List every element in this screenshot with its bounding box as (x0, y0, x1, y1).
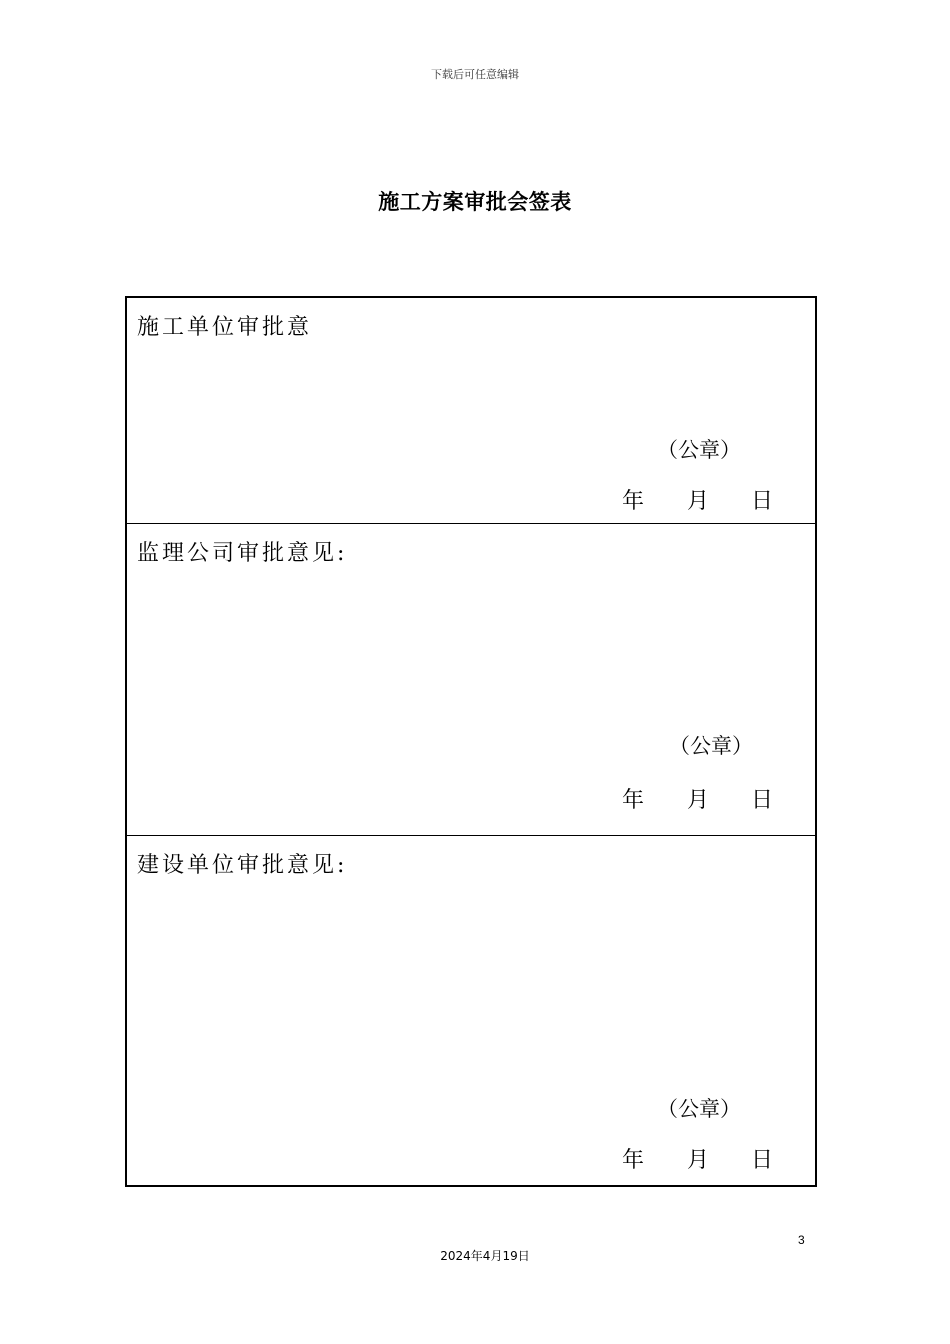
official-seal-label: （公章） (657, 438, 741, 462)
date-day-label: 日 (751, 1148, 774, 1173)
footer-date: 2024年4月19日 (440, 1249, 530, 1263)
date-year-label: 年 (622, 489, 645, 514)
official-seal-label: （公章） (657, 1097, 741, 1121)
construction-unit-section (127, 298, 815, 524)
date-month-label: 月 (687, 1148, 710, 1173)
page-number: 3 (798, 1233, 805, 1247)
section-label: 建设单位审批意见: (137, 853, 348, 878)
date-day-label: 日 (751, 489, 774, 514)
document-title: 施工方案审批会签表 (378, 190, 572, 214)
owner-unit-section (127, 836, 815, 1185)
date-year-label: 年 (622, 1148, 645, 1173)
header-note: 下载后可任意编辑 (431, 68, 519, 81)
date-day-label: 日 (751, 788, 774, 813)
section-label: 施工单位审批意 (137, 315, 313, 340)
approval-form-table (125, 296, 817, 1187)
supervision-company-section (127, 524, 815, 836)
date-year-label: 年 (622, 788, 645, 813)
date-month-label: 月 (687, 489, 710, 514)
official-seal-label: （公章） (669, 734, 753, 758)
section-label: 监理公司审批意见: (137, 541, 348, 566)
date-month-label: 月 (687, 788, 710, 813)
